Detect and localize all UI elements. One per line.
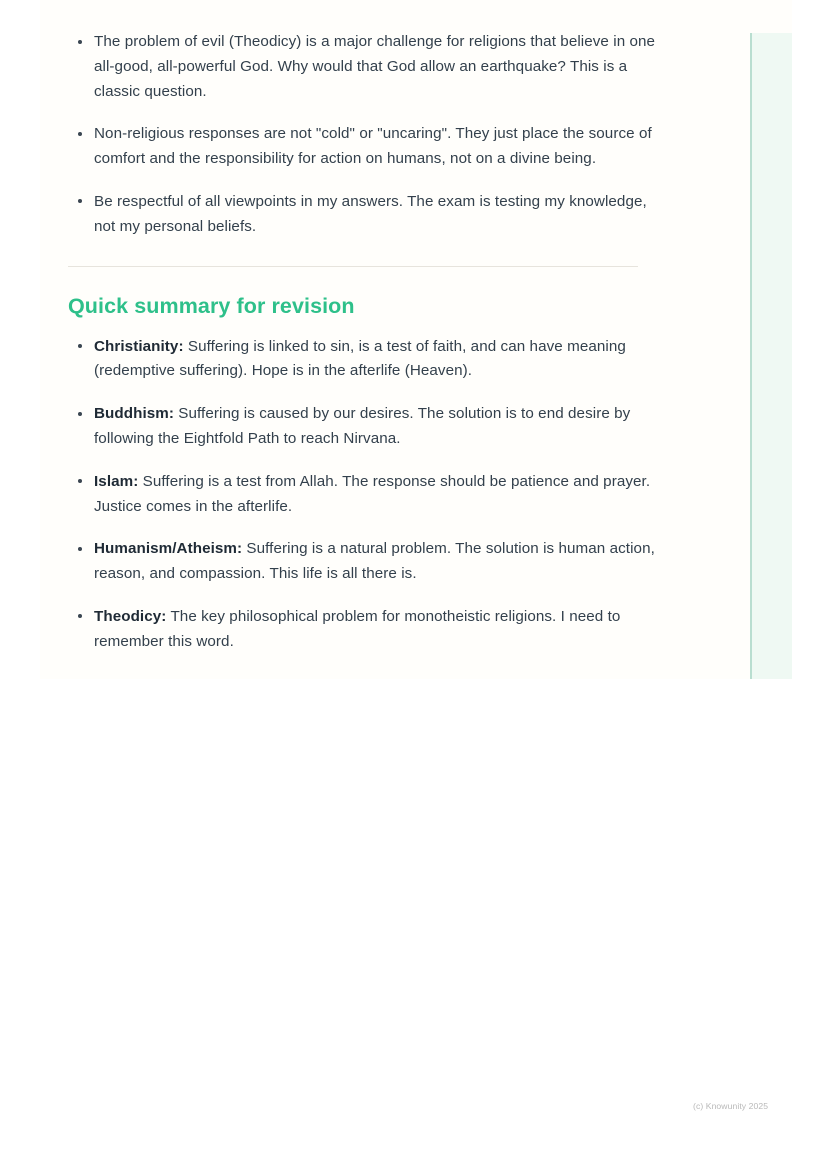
- top-notes-list: [68, 30, 670, 240]
- list-item: [68, 605, 670, 655]
- summary-list: [68, 335, 670, 655]
- list-item-text: Be respectful of all viewpoints in my answers. The exam is testing my knowledge, not my personal beliefs.: [94, 192, 647, 235]
- bullet-dot-icon: [78, 412, 82, 416]
- list-item: [68, 122, 670, 172]
- list-item: [68, 470, 670, 520]
- list-item: [68, 335, 670, 385]
- footer-credit: (c) Knowunity 2025: [693, 1101, 769, 1111]
- bullet-dot-icon: [78, 614, 82, 618]
- document-content-column: [68, 30, 670, 655]
- document-page-sheet: [40, 0, 792, 679]
- bullet-dot-icon: [78, 547, 82, 551]
- list-item-text: Suffering is a test from Allah. The response should be patience and prayer. Justice comes in the afterlife.: [94, 472, 651, 515]
- list-item-text: The key philosophical problem for monotheistic religions. I need to remember this word.: [94, 607, 621, 650]
- right-accent-strip: [750, 33, 792, 679]
- bullet-dot-icon: [78, 199, 82, 203]
- list-item-text: Suffering is a natural problem. The solution is human action, reason, and compassion. This life is all there is.: [94, 540, 655, 583]
- section-divider: [68, 266, 638, 267]
- list-item-lead: Humanism/Atheism:: [94, 540, 243, 558]
- list-item-lead: Buddhism:: [94, 405, 174, 423]
- list-item-lead: Islam:: [94, 472, 139, 490]
- list-item: [68, 30, 670, 104]
- list-item: [68, 190, 670, 240]
- bullet-dot-icon: [78, 40, 82, 44]
- list-item-text: Non-religious responses are not "cold" or "uncaring". They just place the source of comfort and the responsibility for action on humans, not on a divine being.: [94, 125, 652, 168]
- list-item-text: The problem of evil (Theodicy) is a major challenge for religions that believe in one all-good, all-powerful God. Why would that God allow an earthquake? This is a classic question.: [94, 33, 656, 100]
- list-item-lead: Theodicy:: [94, 607, 167, 625]
- list-item: [68, 537, 670, 587]
- bullet-dot-icon: [78, 132, 82, 136]
- list-item-lead: Christianity:: [94, 337, 184, 355]
- list-item: [68, 402, 670, 452]
- list-item-text: Suffering is caused by our desires. The solution is to end desire by following the Eightfold Path to reach Nirvana.: [94, 405, 631, 447]
- list-item-text: Suffering is linked to sin, is a test of faith, and can have meaning (redemptive suffering). Hope is in the afterlife (Heaven).: [94, 337, 626, 380]
- page-title: Quick summary for revision: [68, 293, 355, 318]
- bullet-dot-icon: [78, 479, 82, 483]
- bullet-dot-icon: [78, 344, 82, 348]
